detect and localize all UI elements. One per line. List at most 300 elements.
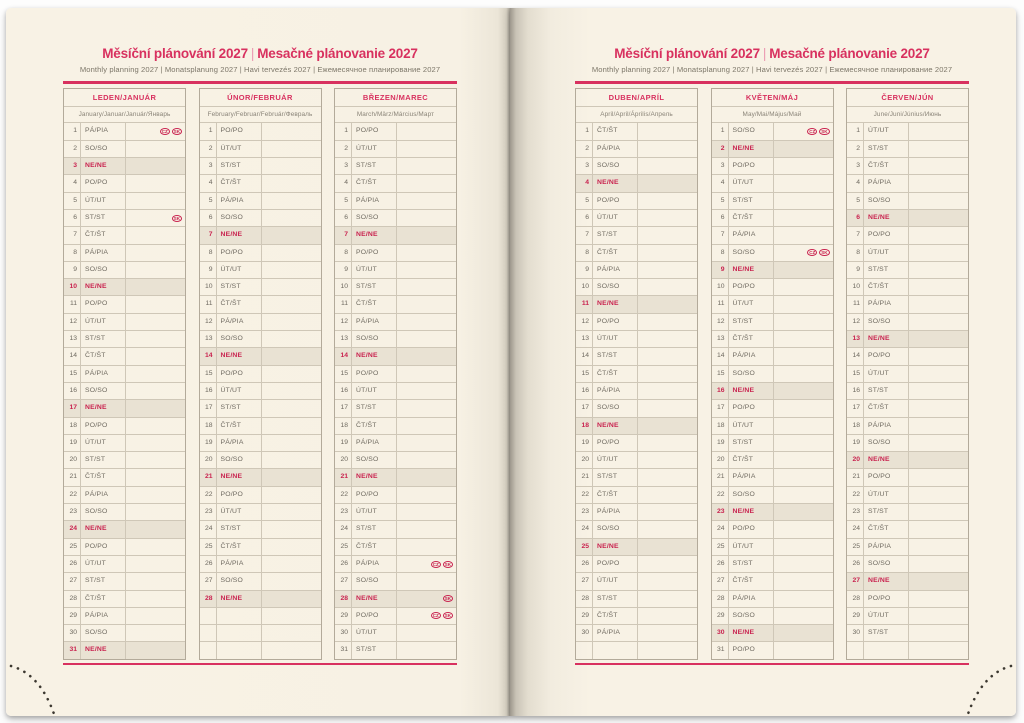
day-abbrev: PO/PO [352, 245, 397, 261]
notes-cell [638, 435, 697, 451]
day-abbrev: ST/ST [593, 227, 638, 243]
day-row [335, 330, 456, 347]
notes-cell [126, 625, 185, 641]
day-number [576, 642, 593, 658]
day-number: 5 [64, 193, 81, 209]
day-abbrev: SO/SO [864, 314, 909, 330]
day-number: 21 [64, 469, 81, 485]
day-row [712, 538, 833, 555]
day-abbrev: PO/PO [593, 314, 638, 330]
day-row [712, 278, 833, 295]
notes-cell [126, 348, 185, 364]
day-number: 18 [712, 418, 729, 434]
day-number: 9 [712, 262, 729, 278]
day-number: 4 [712, 175, 729, 191]
day-row [200, 538, 321, 555]
day-number: 17 [64, 400, 81, 416]
day-row [712, 486, 833, 503]
day-abbrev: ST/ST [864, 383, 909, 399]
notes-cell [638, 452, 697, 468]
day-number: 2 [64, 141, 81, 157]
notes-cell [909, 227, 968, 243]
notes-cell [638, 556, 697, 572]
day-number: 4 [335, 175, 352, 191]
day-row [335, 624, 456, 641]
notes-cell [126, 418, 185, 434]
day-abbrev: NE/NE [593, 175, 638, 191]
day-row [200, 244, 321, 261]
day-abbrev: NE/NE [864, 210, 909, 226]
day-number: 28 [64, 591, 81, 607]
day-row [64, 157, 185, 174]
notes-cell [262, 227, 321, 243]
notes-cell [126, 262, 185, 278]
notes-cell [774, 245, 833, 261]
day-abbrev: PO/PO [864, 227, 909, 243]
notes-cell [126, 608, 185, 624]
day-abbrev: NE/NE [593, 418, 638, 434]
day-number: 17 [712, 400, 729, 416]
notes-cell [262, 608, 321, 624]
month-table [846, 88, 969, 660]
day-abbrev: ÚT/UT [593, 452, 638, 468]
notes-cell [397, 573, 456, 589]
day-row [200, 417, 321, 434]
day-abbrev: PÁ/PIA [81, 487, 126, 503]
notes-cell [774, 556, 833, 572]
day-number: 13 [712, 331, 729, 347]
day-row [64, 520, 185, 537]
day-abbrev: SO/SO [217, 210, 262, 226]
day-number: 11 [847, 296, 864, 312]
notes-cell [126, 141, 185, 157]
day-row [335, 140, 456, 157]
notes-cell [909, 521, 968, 537]
day-row [847, 590, 968, 607]
day-abbrev: NE/NE [864, 331, 909, 347]
day-abbrev: NE/NE [217, 591, 262, 607]
day-number [200, 625, 217, 641]
day-row [712, 555, 833, 572]
day-row [64, 123, 185, 140]
day-row [335, 590, 456, 607]
day-abbrev: PO/PO [217, 487, 262, 503]
day-abbrev: SO/SO [729, 366, 774, 382]
empty-row [200, 641, 321, 658]
day-abbrev: ČT/ŠT [729, 452, 774, 468]
day-number: 30 [64, 625, 81, 641]
day-abbrev: SO/SO [729, 245, 774, 261]
notes-cell [638, 314, 697, 330]
day-abbrev: NE/NE [352, 469, 397, 485]
day-abbrev: PO/PO [217, 245, 262, 261]
day-row [64, 192, 185, 209]
day-number: 20 [847, 452, 864, 468]
day-row [847, 295, 968, 312]
day-abbrev: ČT/ŠT [864, 158, 909, 174]
day-row [64, 278, 185, 295]
notes-cell [126, 556, 185, 572]
notes-cell [774, 400, 833, 416]
day-row [712, 624, 833, 641]
day-abbrev: PÁ/PIA [352, 435, 397, 451]
day-abbrev: PÁ/PIA [864, 418, 909, 434]
day-abbrev: PÁ/PIA [81, 608, 126, 624]
notes-cell [774, 504, 833, 520]
day-row [64, 451, 185, 468]
notes-cell [774, 452, 833, 468]
notes-cell [397, 435, 456, 451]
day-abbrev: NE/NE [81, 158, 126, 174]
corner-perforation-dots [6, 652, 66, 716]
day-row [847, 226, 968, 243]
notes-cell [126, 591, 185, 607]
day-abbrev: ÚT/UT [81, 556, 126, 572]
day-row [200, 313, 321, 330]
notes-cell [774, 262, 833, 278]
holiday-badge-cz: CZ [161, 128, 168, 134]
day-abbrev: ČT/ŠT [217, 175, 262, 191]
day-row [576, 209, 697, 226]
day-row [64, 244, 185, 261]
notes-cell [262, 331, 321, 347]
day-number: 23 [335, 504, 352, 520]
day-number: 25 [712, 539, 729, 555]
day-abbrev: PÁ/PIA [729, 469, 774, 485]
day-row [712, 641, 833, 658]
day-abbrev: PÁ/PIA [217, 556, 262, 572]
day-abbrev: PÁ/PIA [593, 625, 638, 641]
day-number: 7 [335, 227, 352, 243]
day-row [847, 468, 968, 485]
day-number: 30 [335, 625, 352, 641]
day-number: 12 [712, 314, 729, 330]
notes-cell [397, 331, 456, 347]
day-row [64, 382, 185, 399]
day-number: 19 [200, 435, 217, 451]
day-number: 26 [200, 556, 217, 572]
day-number: 2 [576, 141, 593, 157]
day-number: 13 [64, 331, 81, 347]
day-abbrev: NE/NE [81, 642, 126, 658]
holiday-badge-cz: CZ [809, 250, 816, 256]
day-number: 6 [200, 210, 217, 226]
notes-cell [126, 469, 185, 485]
day-number: 15 [200, 366, 217, 382]
notes-cell [774, 314, 833, 330]
notes-cell [909, 383, 968, 399]
notes-cell [774, 383, 833, 399]
day-row [847, 261, 968, 278]
day-number: 9 [847, 262, 864, 278]
day-abbrev: NE/NE [352, 591, 397, 607]
notes-cell [638, 608, 697, 624]
notes-cell [262, 210, 321, 226]
day-row [576, 174, 697, 191]
day-number: 1 [64, 123, 81, 140]
day-abbrev: PO/PO [352, 608, 397, 624]
day-row [64, 365, 185, 382]
day-row [712, 244, 833, 261]
day-abbrev: PÁ/PIA [593, 141, 638, 157]
day-abbrev: NE/NE [864, 573, 909, 589]
day-abbrev: ČT/ŠT [864, 521, 909, 537]
day-abbrev [593, 642, 638, 658]
notes-cell [638, 383, 697, 399]
day-abbrev: PO/PO [729, 400, 774, 416]
day-row [64, 417, 185, 434]
notes-cell [638, 366, 697, 382]
day-abbrev: SO/SO [593, 521, 638, 537]
day-number: 26 [712, 556, 729, 572]
month-name: ČERVEN/JÚN [847, 89, 968, 107]
holiday-badge-sk: SK [444, 613, 451, 619]
day-abbrev: SO/SO [864, 193, 909, 209]
day-row [200, 520, 321, 537]
notes-cell [262, 175, 321, 191]
day-number: 26 [576, 556, 593, 572]
day-number: 27 [200, 573, 217, 589]
day-abbrev: SO/SO [81, 383, 126, 399]
day-abbrev: PO/PO [729, 642, 774, 658]
day-row [576, 486, 697, 503]
day-abbrev: ÚT/UT [864, 123, 909, 140]
month-name: ÚNOR/FEBRUÁR [200, 89, 321, 107]
day-number: 20 [200, 452, 217, 468]
day-row [712, 503, 833, 520]
day-number: 27 [576, 573, 593, 589]
day-abbrev: PÁ/PIA [729, 348, 774, 364]
notes-cell [126, 331, 185, 347]
day-abbrev: NE/NE [729, 262, 774, 278]
notes-cell [126, 366, 185, 382]
day-abbrev: ÚT/UT [352, 262, 397, 278]
day-number: 8 [335, 245, 352, 261]
notes-cell [909, 262, 968, 278]
day-abbrev: SO/SO [81, 625, 126, 641]
day-abbrev [217, 625, 262, 641]
page-subtitle: Monthly planning 2027 | Monatsplanung 2027 | Havi tervezés 2027 | Ежемесячное планирование 2027 [591, 65, 953, 74]
day-row [64, 226, 185, 243]
day-number: 20 [712, 452, 729, 468]
day-abbrev: ÚT/UT [864, 245, 909, 261]
day-row [200, 572, 321, 589]
notes-cell [397, 487, 456, 503]
day-abbrev: SO/SO [217, 573, 262, 589]
day-abbrev: ČT/ŠT [593, 487, 638, 503]
day-row [335, 157, 456, 174]
empty-row [200, 624, 321, 641]
day-abbrev: ÚT/UT [352, 383, 397, 399]
month-intl-name: March/März/Március/Март [335, 107, 456, 123]
day-number: 27 [64, 573, 81, 589]
day-number: 21 [712, 469, 729, 485]
day-number: 23 [712, 504, 729, 520]
month-name: KVĚTEN/MÁJ [712, 89, 833, 107]
day-row [335, 503, 456, 520]
day-row [200, 123, 321, 140]
notes-cell [638, 245, 697, 261]
day-number: 25 [335, 539, 352, 555]
day-number: 6 [712, 210, 729, 226]
notes-cell [774, 123, 833, 140]
notes-cell [397, 625, 456, 641]
day-number: 27 [712, 573, 729, 589]
day-row [200, 451, 321, 468]
day-number: 21 [576, 469, 593, 485]
day-row [335, 468, 456, 485]
day-row [847, 382, 968, 399]
notes-cell [774, 331, 833, 347]
day-row [576, 244, 697, 261]
day-abbrev: SO/SO [81, 141, 126, 157]
day-abbrev: ST/ST [352, 158, 397, 174]
day-row [335, 209, 456, 226]
day-number: 30 [712, 625, 729, 641]
day-number: 5 [847, 193, 864, 209]
notes-cell [397, 383, 456, 399]
day-number: 9 [335, 262, 352, 278]
notes-cell [638, 418, 697, 434]
day-number: 12 [335, 314, 352, 330]
notes-cell [262, 296, 321, 312]
month-intl-name: January/Januar/Január/Январь [64, 107, 185, 123]
day-abbrev: SO/SO [352, 331, 397, 347]
day-abbrev: PÁ/PIA [593, 262, 638, 278]
day-abbrev: ÚT/UT [217, 504, 262, 520]
day-number [200, 608, 217, 624]
day-abbrev: ÚT/UT [729, 175, 774, 191]
day-abbrev: NE/NE [81, 279, 126, 295]
day-number: 24 [847, 521, 864, 537]
notes-cell [909, 418, 968, 434]
notes-cell [774, 642, 833, 658]
notes-cell [774, 573, 833, 589]
notes-cell [638, 521, 697, 537]
day-number: 9 [200, 262, 217, 278]
notes-cell [774, 608, 833, 624]
notes-cell [126, 573, 185, 589]
day-number: 13 [200, 331, 217, 347]
day-abbrev: ČT/ŠT [593, 608, 638, 624]
day-abbrev: NE/NE [593, 539, 638, 555]
day-abbrev: ČT/ŠT [352, 418, 397, 434]
notes-cell [262, 504, 321, 520]
notes-cell [262, 366, 321, 382]
day-row [64, 503, 185, 520]
day-row [335, 313, 456, 330]
notes-cell [909, 245, 968, 261]
day-abbrev: NE/NE [729, 383, 774, 399]
notes-cell [638, 141, 697, 157]
day-number: 5 [576, 193, 593, 209]
notes-cell [262, 573, 321, 589]
day-row [576, 417, 697, 434]
day-row [576, 278, 697, 295]
day-abbrev: ÚT/UT [729, 539, 774, 555]
notes-cell [397, 314, 456, 330]
month-table [63, 88, 186, 660]
day-abbrev: ST/ST [729, 193, 774, 209]
day-number: 22 [200, 487, 217, 503]
day-row [335, 486, 456, 503]
day-number: 16 [576, 383, 593, 399]
notes-cell [262, 642, 321, 658]
day-row [576, 399, 697, 416]
notes-cell [774, 158, 833, 174]
notes-cell [909, 400, 968, 416]
day-row [335, 123, 456, 140]
day-number: 28 [200, 591, 217, 607]
notes-cell [397, 245, 456, 261]
day-number: 8 [712, 245, 729, 261]
day-abbrev: PÁ/PIA [864, 539, 909, 555]
footer-rule [575, 663, 969, 665]
day-row [576, 590, 697, 607]
day-row [576, 520, 697, 537]
day-abbrev: SO/SO [352, 210, 397, 226]
day-row [576, 607, 697, 624]
day-row [200, 278, 321, 295]
notes-cell [397, 262, 456, 278]
notes-cell [397, 175, 456, 191]
page-subtitle: Monthly planning 2027 | Monatsplanung 2027 | Havi tervezés 2027 | Ежемесячное планирование 2027 [79, 65, 441, 74]
notes-cell [126, 158, 185, 174]
notes-cell [638, 227, 697, 243]
day-number: 31 [712, 642, 729, 658]
day-number: 21 [847, 469, 864, 485]
day-number: 8 [576, 245, 593, 261]
day-row [335, 555, 456, 572]
day-row [847, 365, 968, 382]
month-table [575, 88, 698, 660]
day-abbrev: ČT/ŠT [352, 296, 397, 312]
day-abbrev: SO/SO [352, 452, 397, 468]
day-row [335, 520, 456, 537]
notes-cell [262, 245, 321, 261]
empty-row [847, 641, 968, 658]
day-row [200, 330, 321, 347]
notes-cell [397, 366, 456, 382]
day-number: 22 [335, 487, 352, 503]
day-abbrev: ST/ST [729, 556, 774, 572]
day-number: 5 [712, 193, 729, 209]
day-number: 11 [576, 296, 593, 312]
day-number: 16 [712, 383, 729, 399]
footer-rule [63, 663, 457, 665]
page-title-slovak: Mesačné plánovanie 2027 [257, 46, 418, 61]
day-row [576, 347, 697, 364]
day-row [847, 330, 968, 347]
page-title-slovak: Mesačné plánovanie 2027 [769, 46, 930, 61]
day-number: 28 [712, 591, 729, 607]
day-number: 26 [335, 556, 352, 572]
notes-cell [909, 556, 968, 572]
day-abbrev: PO/PO [593, 193, 638, 209]
day-abbrev: ČT/ŠT [81, 348, 126, 364]
day-abbrev: ČT/ŠT [352, 175, 397, 191]
day-row [576, 468, 697, 485]
day-number: 1 [847, 123, 864, 140]
notes-cell [909, 366, 968, 382]
day-abbrev: PO/PO [352, 366, 397, 382]
day-row [576, 140, 697, 157]
notes-cell [397, 296, 456, 312]
day-abbrev: PÁ/PIA [217, 314, 262, 330]
day-row [200, 295, 321, 312]
day-row [847, 486, 968, 503]
day-row [335, 451, 456, 468]
